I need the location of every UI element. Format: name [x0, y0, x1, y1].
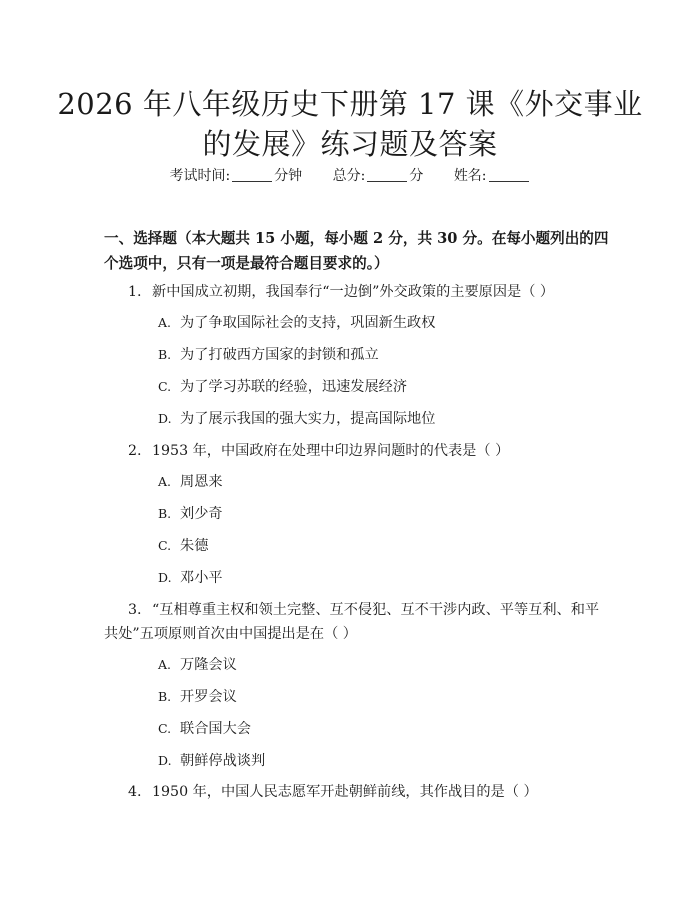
option-3b: [158, 687, 237, 707]
question-number: 2.: [128, 443, 142, 459]
score-unit: 分: [409, 168, 424, 184]
option-text: 为了学习苏联的经验，迅速发展经济: [180, 379, 408, 395]
score-blank[interactable]: [367, 167, 407, 182]
question-1: [104, 280, 609, 304]
option-text: 朝鲜停战谈判: [180, 753, 266, 769]
question-text-line-2: 共处”五项原则首次由中国提出是在（ ）: [104, 626, 357, 642]
option-3a: [158, 655, 237, 675]
question-text: 1950 年，中国人民志愿军开赴朝鲜前线，其作战目的是（ ）: [152, 784, 538, 800]
option-label: C.: [158, 379, 172, 394]
score-label: 总分:: [332, 168, 366, 184]
question-text: 1953 年，中国政府在处理中印边界问题时的代表是（ ）: [152, 443, 510, 459]
option-text: 为了争取国际社会的支持，巩固新生政权: [180, 315, 436, 331]
exam-meta: [0, 166, 700, 186]
question-4: [104, 780, 609, 804]
question-text: 新中国成立初期，我国奉行“一边倒”外交政策的主要原因是（ ）: [152, 284, 555, 300]
option-text: 周恩来: [180, 474, 223, 490]
option-1b: [158, 345, 379, 365]
option-text: 联合国大会: [180, 721, 251, 737]
option-label: C.: [158, 721, 172, 736]
name-blank[interactable]: [489, 167, 529, 182]
option-2b: [158, 504, 223, 524]
option-text: 朱德: [180, 538, 209, 554]
option-text: 为了展示我国的强大实力，提高国际地位: [180, 411, 436, 427]
option-2a: [158, 472, 223, 492]
exam-name: [454, 168, 531, 184]
question-3: [104, 598, 609, 646]
option-label: D.: [158, 753, 172, 768]
option-label: C.: [158, 538, 172, 553]
option-1a: [158, 313, 435, 333]
time-blank[interactable]: [232, 167, 272, 182]
option-1c: [158, 377, 407, 397]
option-3c: [158, 719, 251, 739]
time-label: 考试时间:: [169, 168, 231, 184]
option-text: 为了打破西方国家的封锁和孤立: [180, 347, 379, 363]
option-text: 万隆会议: [180, 657, 237, 673]
question-number: 4.: [128, 784, 142, 800]
option-text: 开罗会议: [180, 689, 237, 705]
option-label: A.: [158, 315, 172, 330]
question-number: 1.: [128, 284, 142, 300]
document-title-line-2: 的发展》练习题及答案: [202, 127, 498, 161]
document-title-line-1: 2026 年八年级历史下册第 17 课《外交事业: [57, 87, 643, 121]
option-label: B.: [158, 689, 172, 704]
question-2: [104, 439, 609, 463]
time-unit: 分钟: [274, 168, 303, 184]
option-label: D.: [158, 570, 172, 585]
name-label: 姓名:: [453, 168, 487, 184]
option-label: B.: [158, 506, 172, 521]
exam-time: [169, 168, 306, 184]
option-label: A.: [158, 474, 172, 489]
option-text: 刘少奇: [180, 506, 223, 522]
option-label: B.: [158, 347, 172, 362]
section-heading: 一、选择题（本大题共 15 小题，每小题 2 分，共 30 分。在每小题列出的四个选项中，只有一项是最符合题目要求的。）: [104, 230, 609, 272]
exam-score: [333, 168, 428, 184]
question-number: 3.: [128, 602, 142, 618]
option-2d: [158, 568, 223, 588]
option-3d: [158, 751, 265, 771]
option-1d: [158, 409, 435, 429]
option-2c: [158, 536, 208, 556]
option-label: A.: [158, 657, 172, 672]
option-text: 邓小平: [180, 570, 223, 586]
option-label: D.: [158, 411, 172, 426]
question-text-line-1: “互相尊重主权和领土完整、互不侵犯、互不干涉内政、平等互利、和平: [152, 602, 600, 618]
